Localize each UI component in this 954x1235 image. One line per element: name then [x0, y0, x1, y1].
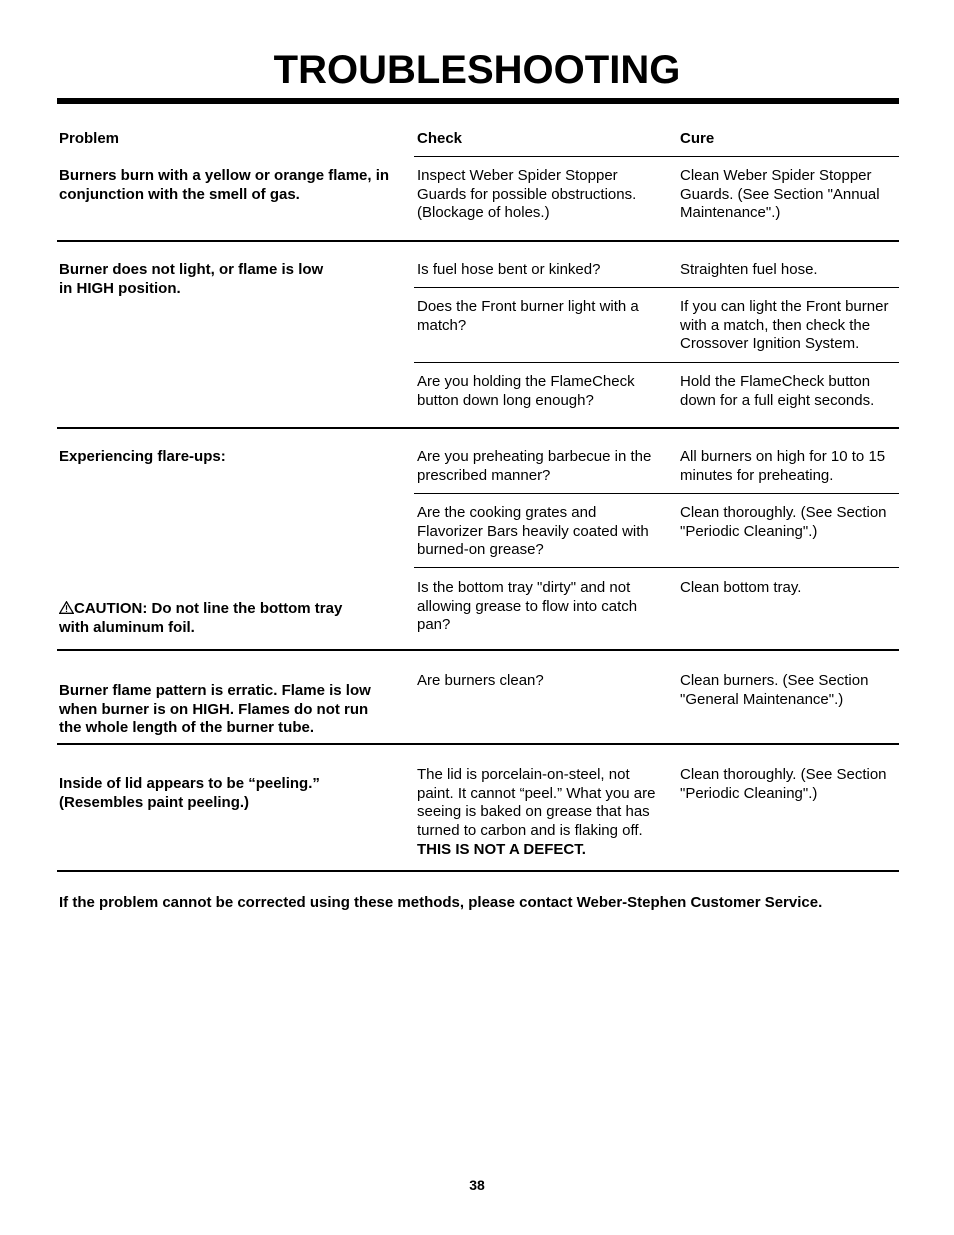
- caution-note: [59, 600, 409, 637]
- row-divider: [57, 870, 899, 872]
- problem-text: Inside of lid appears to be “peeling.” (Resembles paint peeling.): [59, 775, 320, 811]
- check-text: Does the Front burner light with a match?: [417, 298, 639, 334]
- row-divider: [57, 240, 899, 242]
- check-text: Is the bottom tray "dirty" and not allowing grease to flow into catch pan?: [417, 579, 638, 634]
- check-divider: [414, 493, 899, 494]
- page-number: 38: [469, 1177, 485, 1193]
- check-divider: [414, 362, 899, 363]
- check-text: Are you holding the FlameCheck button down long enough?: [417, 373, 635, 409]
- cure-text: Clean thoroughly. (See Section "Periodic Cleaning".): [680, 504, 887, 540]
- check-text: [417, 766, 672, 860]
- problem-text: Burner does not light, or flame is low in HIGH position.: [59, 261, 324, 297]
- cure-text: Clean bottom tray.: [680, 579, 802, 596]
- check-text: Are burners clean?: [417, 672, 544, 689]
- cure-text: If you can light the Front burner with a match, then check the Crossover Ignition System.: [680, 298, 889, 353]
- header-divider: [414, 156, 899, 157]
- cure-text: Straighten fuel hose.: [680, 261, 818, 278]
- column-header-problem: Problem: [59, 130, 120, 147]
- cure-text: Clean Weber Spider Stopper Guards. (See Section "Annual Maintenance".): [680, 167, 880, 222]
- column-header-check: Check: [417, 130, 463, 147]
- check-emphasis: THIS IS NOT A DEFECT.: [417, 840, 586, 858]
- check-text: Are the cooking grates and Flavorizer Bars heavily coated with burned-on grease?: [417, 504, 649, 559]
- page-title: TROUBLESHOOTING: [273, 48, 681, 92]
- cure-text: Clean burners. (See Section "General Maintenance".): [680, 672, 869, 708]
- problem-text: Burners burn with a yellow or orange flame, in conjunction with the smell of gas.: [59, 167, 390, 203]
- row-divider: [57, 649, 899, 651]
- footer-note: If the problem cannot be corrected using these methods, please contact Weber-Stephen Customer Service.: [59, 894, 823, 911]
- title-rule: [57, 98, 899, 104]
- check-text: Are you preheating barbecue in the prescribed manner?: [417, 448, 652, 484]
- check-text: Inspect Weber Spider Stopper Guards for possible obstructions. (Blockage of holes.): [417, 167, 637, 222]
- check-divider: [414, 287, 899, 288]
- cure-text: Clean thoroughly. (See Section "Periodic Cleaning".): [680, 766, 887, 802]
- check-body: The lid is porcelain-on-steel, not paint. It cannot “peel.” What you are seeing is baked on grease that has turned to carbon and is flaking off.: [417, 766, 656, 840]
- warning-triangle-icon: [59, 601, 74, 614]
- row-divider: [57, 427, 899, 429]
- check-divider: [414, 567, 899, 568]
- problem-text: Burner flame pattern is erratic. Flame is low when burner is on HIGH. Flames do not run the whole length of the burner tube.: [59, 682, 371, 737]
- cure-text: Hold the FlameCheck button down for a full eight seconds.: [680, 373, 875, 409]
- row-divider: [57, 743, 899, 745]
- check-text: Is fuel hose bent or kinked?: [417, 261, 601, 278]
- cure-text: All burners on high for 10 to 15 minutes for preheating.: [680, 448, 886, 484]
- caution-text: CAUTION: Do not line the bottom tray with aluminum foil.: [59, 600, 343, 636]
- problem-text: Experiencing flare-ups:: [59, 448, 226, 465]
- column-header-cure: Cure: [680, 130, 715, 147]
